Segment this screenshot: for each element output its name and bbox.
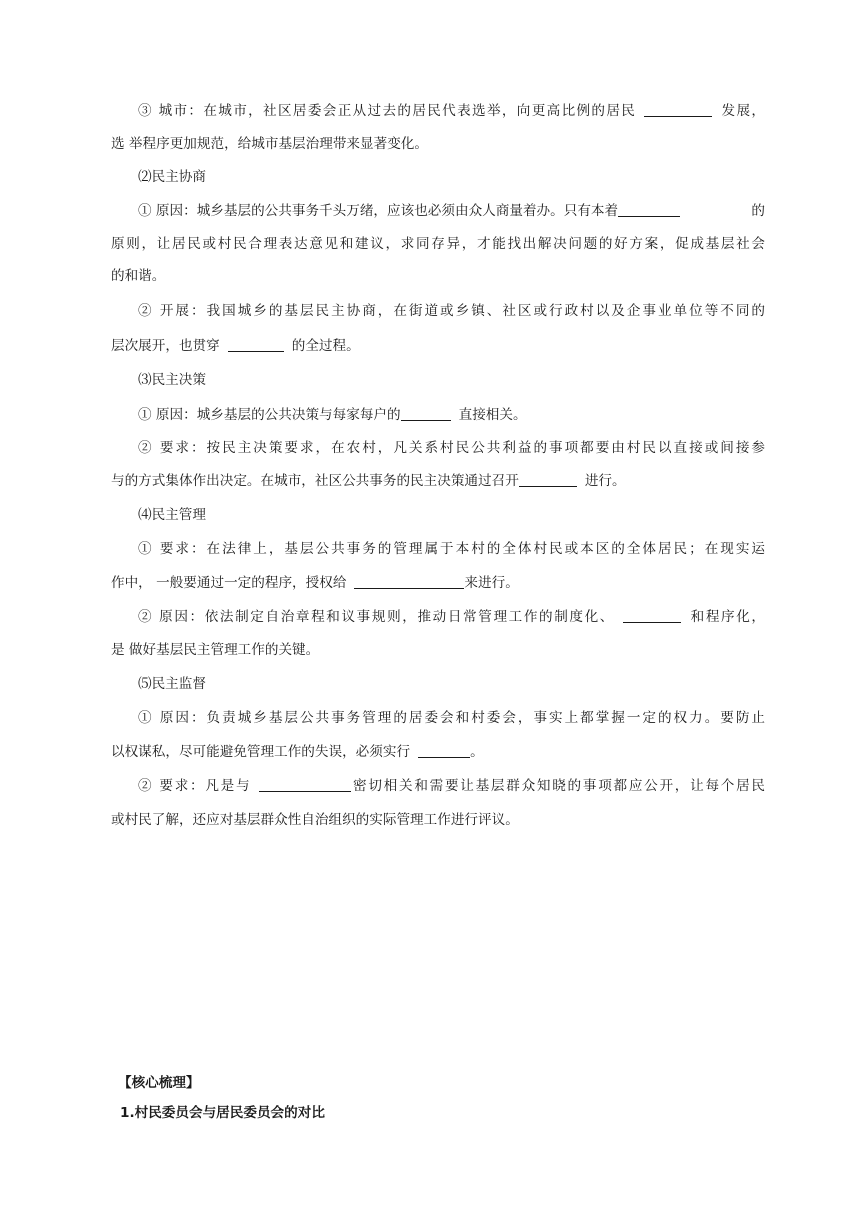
text-line: 或村民了解，还应对基层群众性自治组织的实际管理工作进行评议。 xyxy=(111,812,519,828)
text-line: ① 原因：城乡基层的公共决策与每家每户的 直接相关。 xyxy=(138,407,527,423)
text-line: 是 做好基层民主管理工作的关键。 xyxy=(111,642,320,658)
fill-blank[interactable] xyxy=(228,337,284,352)
text-line: ① 原因：城乡基层的公共事务千头万绪，应该也必须由众人商量着办。只有本着 的 xyxy=(138,203,765,219)
comparison-subtitle: 1.村民委员会与居民委员会的对比 xyxy=(120,1105,325,1121)
fill-blank[interactable] xyxy=(354,574,464,589)
fill-blank[interactable] xyxy=(401,406,451,421)
section-heading-democratic-decision: ⑶民主决策 xyxy=(138,372,206,388)
text-line: ② 原因：依法制定自治章程和议事规则，推动日常管理工作的制度化、 和程序化， xyxy=(138,609,765,625)
text-line: ② 开展：我国城乡的基层民主协商，在街道或乡镇、社区或行政村以及企事业单位等不同的 xyxy=(138,303,765,319)
text-line: ① 原因：负责城乡基层公共事务管理的居委会和村委会，事实上都掌握一定的权力。要防止 xyxy=(138,710,765,726)
fill-blank[interactable] xyxy=(259,777,351,792)
text-line: 的和谐。 xyxy=(111,268,166,284)
text-line: 与的方式集体作出决定。在城市，社区公共事务的民主决策通过召开 进行。 xyxy=(111,473,626,489)
fill-blank[interactable] xyxy=(644,102,712,117)
section-heading-democratic-consultation: ⑵民主协商 xyxy=(138,169,206,185)
text-line: ① 要求：在法律上，基层公共事务的管理属于本村的全体村民或本区的全体居民；在现实运 xyxy=(138,541,765,557)
text-line: ② 要求：凡是与 密切相关和需要让基层群众知晓的事项都应公开，让每个居民 xyxy=(138,778,766,794)
text-line: ② 要求：按民主决策要求，在农村，凡关系村民公共利益的事项都要由村民以直接或间接参 xyxy=(138,440,765,456)
text-line: 选 举程序更加规范，给城市基层治理带来显著变化。 xyxy=(111,136,428,152)
fill-blank[interactable] xyxy=(618,202,680,217)
section-heading-democratic-management: ⑷民主管理 xyxy=(138,507,206,523)
fill-blank[interactable] xyxy=(623,608,681,623)
fill-blank[interactable] xyxy=(519,472,577,487)
section-heading-democratic-supervision: ⑸民主监督 xyxy=(138,676,206,692)
text-line: ③ 城市：在城市，社区居委会正从过去的居民代表选举，向更高比例的居民 发展， xyxy=(138,103,765,119)
text-line: 以权谋私，尽可能避免管理工作的失误，必须实行 。 xyxy=(111,744,484,760)
text-line: 原则，让居民或村民合理表达意见和建议，求同存异，才能找出解决问题的好方案，促成基层社会 xyxy=(111,236,765,252)
core-summary-heading: 【核心梳理】 xyxy=(118,1075,200,1091)
text-line: 作中， 一般要通过一定的程序，授权给 来进行。 xyxy=(111,575,519,591)
fill-blank[interactable] xyxy=(418,743,470,758)
text-line: 层次展开，也贯穿 的全过程。 xyxy=(111,338,360,354)
